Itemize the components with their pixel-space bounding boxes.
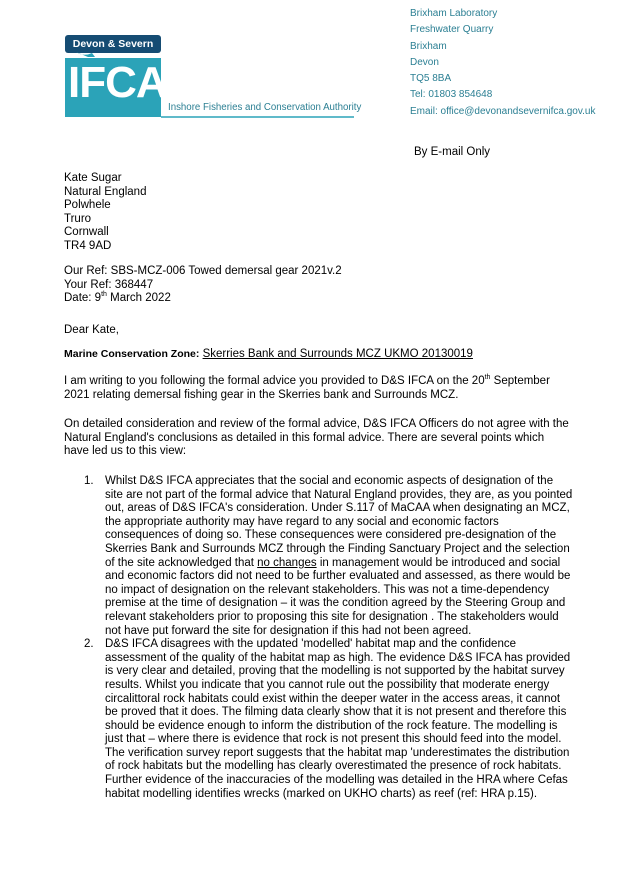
list-item-text: Whilst D&S IFCA appreciates that the social and economic aspects of designation of the site are not part of the formal advice that Natural England provides, they are, as you pointed out, areas of D&S IFCA's consideration. Under S.117 of MaCAA when designating an MCZ, the appropriate authority may have regard to any social and economic factors consequences of doing so. These consequences were considered pre-designation of the Skerries Bank and Surrounds MCZ through the Finding Sanctuary Project and the selection of the site acknowledged that	[105, 475, 573, 569]
letter-date	[64, 292, 464, 306]
intro-text-b: September 2021 relating demersal fishing gear in the Skerries bank and Surrounds MCZ.	[64, 375, 550, 401]
subject-line	[64, 348, 473, 362]
list-item-text-cont: in management would be introduced and social and economic factors did not need to be further evaluated and assessed, as there would be no impact of designation on the relevant stakeholders. This was not a time-dependency premise at the time of designation – it was the condition agreed by the Steering Group and relevant stakeholders prior to proposing this site for designation . The stakeholders would not have put forward the site for designation if this had not been agreed.	[105, 556, 571, 637]
points-list	[64, 475, 574, 801]
logo-region-label: Devon & Severn	[72, 38, 154, 50]
address-phone: Tel: 01803 854648	[410, 89, 493, 101]
list-item	[64, 475, 574, 638]
delivery-note: By E-mail Only	[414, 146, 491, 158]
list-item-number: 1.	[84, 475, 94, 487]
reference-block	[64, 265, 464, 306]
recipient-line: Natural England	[64, 185, 147, 198]
date-label: Date: 9	[64, 292, 102, 305]
intro-text-a: I am writing to you following the formal advice you provided to D&S IFCA on the 20	[64, 375, 485, 387]
review-paragraph: On detailed consideration and review of the formal advice, D&S IFCA Officers do not agree with the Natural England's conclusions as detailed in this formal advice. There are several points which have led us to this view:	[64, 418, 569, 458]
recipient-address	[64, 172, 284, 254]
recipient-line: Truro	[64, 212, 92, 225]
address-line: Brixham Laboratory	[410, 8, 498, 19]
ifca-logo	[62, 33, 362, 123]
recipient-line: Cornwall	[64, 226, 109, 239]
recipient-line: Kate Sugar	[64, 172, 122, 184]
our-ref: Our Ref: SBS-MCZ-006 Towed demersal gear 2021v.2	[64, 265, 342, 277]
recipient-line: TR4 9AD	[64, 239, 112, 252]
date-suffix: th	[101, 291, 107, 299]
recipient-line: Polwhele	[64, 199, 111, 212]
list-item-text: D&S IFCA disagrees with the updated 'modelled' habitat map and the confidence assessment of the quality of the habitat map as high. The evidence D&S IFCA has provided is very clear and detailed, proving that the modelling is not supported by the habitat survey results. Whilst you indicate that you cannot rule out the possibility that moderate energy circalittoral rock habitats could exist within the deeper water in the access areas, it cannot be proved that it does. The filming data clearly show that it is not present and therefore this should be evidence enough to inform the distribution of the rock feature. The modelling is just that – where there is evidence that rock is not present this should feed into the model. The verification survey report suggests that the habitat map 'underestimates the distribution of rock habitats but the modelling has clearly overestimated the presence of rock habitats. Further evidence of the inaccuracies of the modelling was detailed in the HRA where Cefas habitat modelling identifies wrecks (marked on UKHO charts) as reef (ref: HRA p.15).	[105, 638, 571, 800]
address-email: Email: office@devonandsevernifca.gov.uk	[410, 105, 596, 117]
logo-name: IFCA	[68, 58, 167, 107]
address-line: Devon	[410, 56, 439, 68]
address-line: Brixham	[410, 40, 447, 52]
your-ref: Your Ref: 368447	[64, 278, 154, 291]
intro-paragraph	[64, 375, 572, 402]
list-item	[64, 638, 574, 801]
date-rest: March 2022	[106, 292, 171, 305]
salutation: Dear Kate,	[64, 324, 119, 336]
intro-sup: th	[484, 374, 491, 382]
list-item-number: 2.	[84, 638, 94, 651]
subject-value: Skerries Bank and Surrounds MCZ UKMO 20130019	[202, 348, 473, 360]
address-line: Freshwater Quarry	[410, 24, 494, 36]
sender-address	[410, 6, 615, 120]
list-item-underlined: no changes	[257, 556, 317, 569]
logo-tagline: Inshore Fisheries and Conservation Authority	[168, 102, 362, 113]
address-line: TQ5 8BA	[410, 73, 452, 85]
subject-label: Marine Conservation Zone:	[64, 348, 200, 360]
